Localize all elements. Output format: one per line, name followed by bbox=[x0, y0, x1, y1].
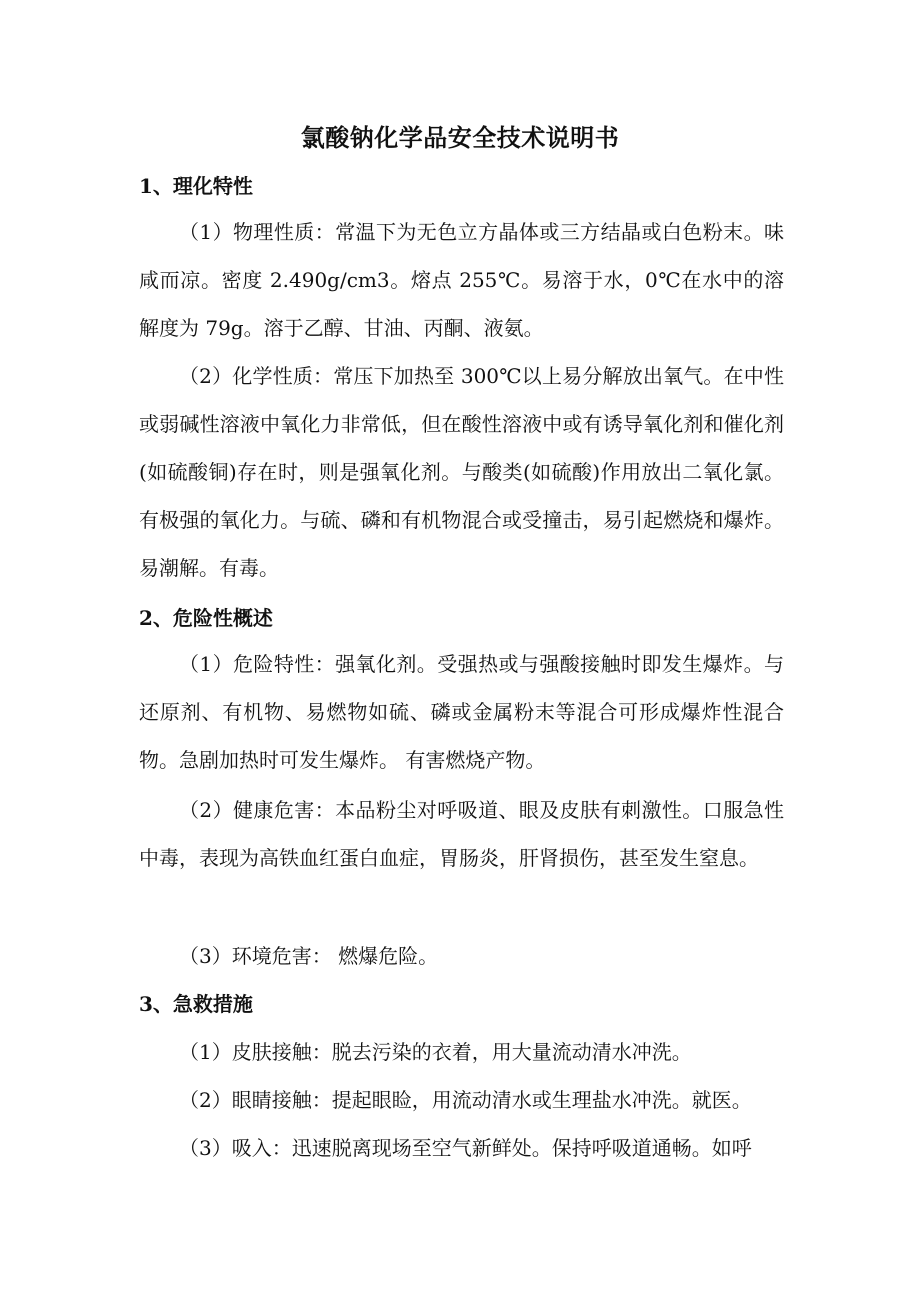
section-2-paragraph-1: （1）危险特性：强氧化剂。受强热或与强酸接触时即发生爆炸。与还原剂、有机物、易燃物如硫、磷或金属粉末等混合可形成爆炸性混合物。急剧加热时可发生爆炸。 有害燃烧产物。 bbox=[139, 652, 784, 772]
section-heading-3: 3、急救措施 bbox=[139, 992, 253, 1016]
section-2-paragraph-3: （3）环境危害： 燃爆危险。 bbox=[179, 944, 439, 968]
section-3-paragraph-1: （1）皮肤接触：脱去污染的衣着，用大量流动清水冲洗。 bbox=[179, 1040, 692, 1064]
section-2-paragraph-2: （2）健康危害：本品粉尘对呼吸道、眼及皮肤有刺激性。口服急性中毒，表现为高铁血红蛋白血症，胃肠炎，肝肾损伤，甚至发生窒息。 bbox=[139, 798, 784, 870]
section-3-paragraph-2: （2）眼睛接触：提起眼睑，用流动清水或生理盐水冲洗。就医。 bbox=[179, 1088, 752, 1112]
document-title: 氯酸钠化学品安全技术说明书 bbox=[300, 123, 620, 152]
section-3-paragraph-3: （3）吸入：迅速脱离现场至空气新鲜处。保持呼吸道通畅。如呼 bbox=[179, 1136, 752, 1160]
section-heading-1: 1、理化特性 bbox=[139, 174, 253, 198]
section-1-paragraph-1: （1）物理性质：常温下为无色立方晶体或三方结晶或白色粉末。味咸而凉。密度 2.490g/cm3。熔点 255℃。易溶于水，0℃在水中的溶解度为 79g。溶于乙醇、甘油、丙酮、液氨。 bbox=[139, 220, 784, 340]
section-heading-2: 2、危险性概述 bbox=[139, 606, 273, 630]
section-1-paragraph-2: （2）化学性质：常压下加热至 300℃以上易分解放出氧气。在中性或弱碱性溶液中氧化力非常低，但在酸性溶液中或有诱导氧化剂和催化剂(如硫酸铜)存在时，则是强氧化剂。与酸类(如硫酸)作用放出二氧化氯。有极强的氧化力。与硫、磷和有机物混合或受撞击，易引起燃烧和爆炸。易潮解。有毒。 bbox=[139, 364, 784, 580]
